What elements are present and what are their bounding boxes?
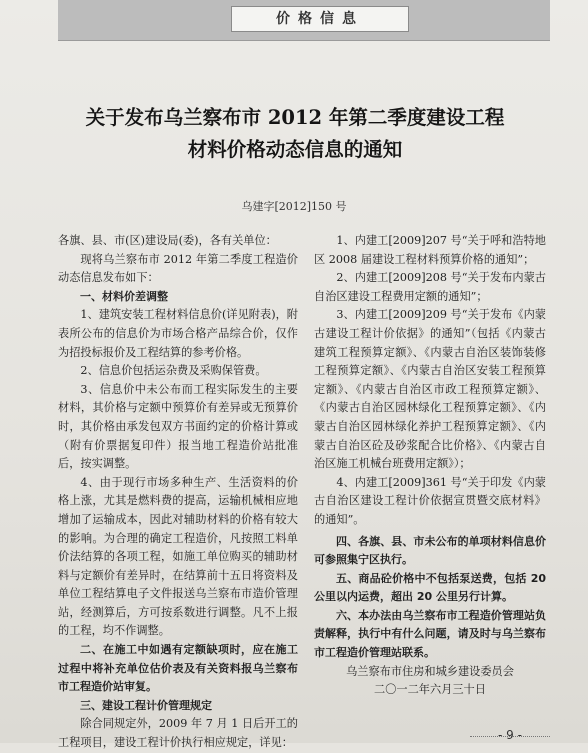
title-line-2: 材料价格动态信息的通知 bbox=[187, 138, 403, 161]
item-4: 4、由于现行市场多种生产、生活资料的价格上涨，尤其是燃料费的提高，运输机械相应地增加了运输成本，因此对辅助材料的价格有较大的影响。为合理的确定工程造价，凡按照工料单价法结算的各项工程，如施工单位购买的辅助材料与定额价有差异时，在结算前十五日将资料及单位工程结算电子文件报送乌兰察布市造价管理站，经测算后，方可按系数进行调整。凡不上报的工程，均不作调整。 bbox=[58, 475, 298, 638]
document-number: 乌建字[2012]150 号 bbox=[241, 200, 347, 213]
reference-4: 4、内建工[2009]361 号“关于印发《内蒙古自治区建设工程计价依据宣贯暨交底材料》的通知”。 bbox=[314, 475, 546, 526]
item-1: 1、建筑安装工程材料信息价(详见附表)，附表所公布的信息价为市场合格产品综合价，仅作为招投标报价及工程结算的参考价格。 bbox=[58, 308, 298, 359]
signature-organization: 乌兰察布市住房和城乡建设委员会 bbox=[346, 664, 514, 678]
intro-paragraph: 现将乌兰察布市 2012 年第二季度工程造价动态信息发布如下： bbox=[58, 252, 298, 285]
section-3-heading: 三、建设工程计价管理规定 bbox=[80, 698, 212, 712]
section-1-heading: 一、材料价差调整 bbox=[80, 289, 168, 303]
item-3: 3、信息价中未公布而工程实际发生的主要材料，其价格与定额中预算价有差异或无预算价时，其价格由承发包双方书面约定的价格计算或（附有价票据复印件）报当地工程造价站批准后，按实调整。 bbox=[58, 382, 298, 471]
right-column bbox=[314, 232, 546, 700]
section-4: 四、各旗、县、市未公布的单项材料信息价可参照集宁区执行。 bbox=[314, 534, 546, 567]
section-3-text: 除合同规定外，2009 年 7 月 1 日后开工的工程项目，建设工程计价执行相应规定，详见： bbox=[58, 717, 298, 750]
left-column bbox=[58, 232, 298, 753]
signature-date: 二〇一二年六月三十日 bbox=[374, 683, 486, 697]
reference-2: 2、内建工[2009]208 号“关于发布内蒙古自治区建设工程费用定额的通知”； bbox=[314, 271, 546, 303]
title-line-1: 关于发布乌兰察布市 2012 年第二季度建设工程 bbox=[85, 106, 505, 129]
section-banner bbox=[58, 0, 550, 41]
item-2: 2、信息价包括运杂费及采购保管费。 bbox=[80, 364, 267, 378]
section-label: 价格信息 bbox=[231, 6, 409, 32]
reference-1: 1、内建工[2009]207 号“关于呼和浩特地区 2008 届建设工程材料预算价格的通知”； bbox=[314, 234, 546, 266]
document-title bbox=[40, 102, 550, 166]
reference-3: 3、内建工[2009]209 号“关于发布《内蒙古建设工程计价依据》的通知”（包括《内蒙古建筑工程预算定额》、《内蒙古自治区装饰装修工程预算定额》、《内蒙古自治区安装工程预算定额》、《内蒙古自治区市政工程预算定额》、《内蒙古自治区园林绿化工程预算定额》、《内蒙古自治区园林绿化养护工程预算定额》、《内蒙古自治区砼及砂浆配合比价格》、《内蒙古自治区施工机械台班费用定额》）； bbox=[314, 308, 546, 471]
page-number: - 9 - bbox=[498, 728, 522, 742]
section-2-heading: 二、在施工中如遇有定额缺项时，应在施工过程中将补充单位估价表及有关资料报乌兰察布市工程造价站审复。 bbox=[58, 643, 298, 694]
greeting: 各旗、县、市(区)建设局(委)，各有关单位： bbox=[58, 234, 277, 247]
section-6: 六、本办法由乌兰察布市工程造价管理站负责解释，执行中有什么问题，请及时与乌兰察布市工程造价管理站联系。 bbox=[314, 608, 546, 660]
section-5: 五、商品砼价格中不包括泵送费，包括 20 公里以内运费，超出 20 公里另行计算。 bbox=[314, 571, 546, 604]
